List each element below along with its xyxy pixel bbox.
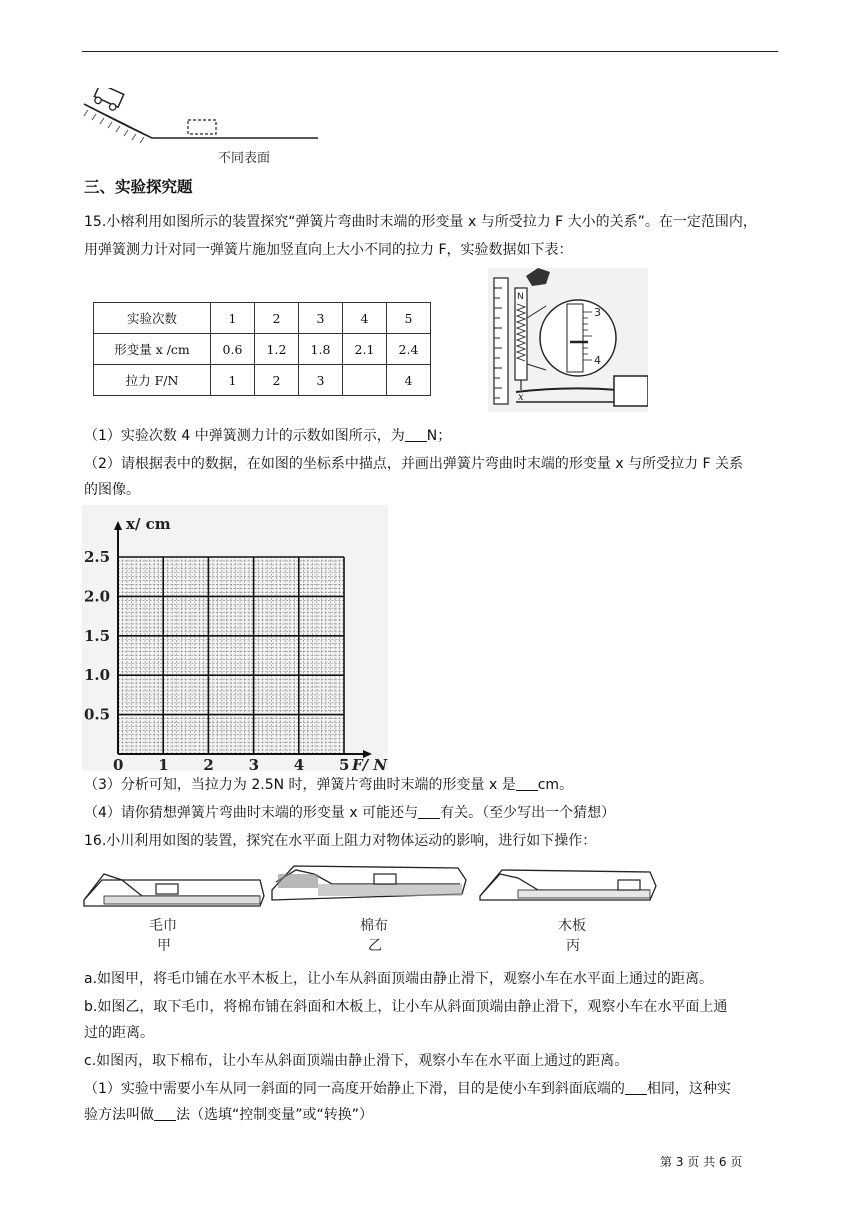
q16-step-b-2: 过的距离。 — [84, 1025, 154, 1041]
q16-sub1-text: （1）实验中需要小车从同一斜面的同一高度开始静止下滑，目的是使小车到斜面底端的 — [84, 1081, 625, 1097]
table-cell: 2 — [255, 303, 299, 334]
table-cell: 2 — [255, 365, 299, 396]
q15-sub3-unit: cm。 — [537, 777, 574, 793]
surface-caption: 不同表面 — [218, 151, 271, 166]
x-tick-label: 5 — [339, 756, 350, 771]
q15-sub1-unit: N； — [426, 428, 452, 444]
table-cell: 3 — [299, 303, 343, 334]
q16-sub1-tail: 相同，这种实 — [646, 1081, 731, 1097]
cart-icon — [92, 88, 124, 112]
table-row — [94, 334, 431, 365]
cart-icon — [156, 884, 178, 894]
row-label: 形变量 x /cm — [94, 334, 211, 365]
q15-sub3 — [84, 773, 573, 797]
panel-cotton — [272, 866, 466, 954]
q16-intro: 16.小川利用如图的装置，探究在水平面上阻力对物体运动的影响，进行如下操作： — [84, 833, 597, 849]
table-cell: 0.6 — [211, 334, 255, 365]
x-tick-label: 0 — [113, 756, 124, 771]
panel-tag: 丙 — [566, 938, 580, 954]
panel-tag: 乙 — [368, 938, 382, 954]
table-cell: 1 — [211, 303, 255, 334]
slope-cart-figure — [82, 88, 326, 168]
q16-step-a: a.如图甲，将毛巾铺在水平木板上，让小车从斜面顶端由静止滑下，观察小车在水平面上通过的距离。 — [84, 971, 714, 987]
header-rule — [82, 51, 778, 52]
table-cell: 1 — [211, 365, 255, 396]
page-footer: 第 3 页 共 6 页 — [660, 1155, 743, 1169]
cart-icon — [374, 874, 396, 884]
table-cell — [343, 365, 387, 396]
q16-sub1-tail2: 法（选填“控制变量”或“转换”） — [176, 1107, 374, 1123]
panel-tag: 甲 — [157, 938, 171, 954]
table-cell: 4 — [387, 365, 431, 396]
x-tick-label: 4 — [293, 756, 305, 771]
cart-icon — [618, 880, 640, 890]
three-surface-figure — [82, 860, 662, 956]
y-axis-arrow — [114, 521, 122, 530]
q15-sub1 — [84, 424, 451, 448]
dashed-cart-outline — [188, 120, 216, 134]
section-title: 三、实验探究题 — [84, 178, 193, 196]
x-axis-label: F/ N — [352, 756, 388, 771]
panel-surface-label: 毛巾 — [149, 918, 177, 934]
row-label: 拉力 F/N — [94, 365, 211, 396]
data-table — [93, 302, 431, 396]
x-tick-label: 2 — [203, 756, 214, 771]
x-mark: x — [518, 392, 524, 403]
q15-intro-1: 15.小榕利用如图所示的装置探究“弹簧片弯曲时末端的形变量 x 与所受拉力 F 大小的关系”。在一定范围内， — [84, 214, 757, 230]
answer-blank[interactable] — [405, 426, 427, 442]
q15-intro-2: 用弹簧测力计对同一弹簧片施加竖直向上大小不同的拉力 F，实验数据如下表： — [84, 242, 573, 258]
table-cell: 2.4 — [387, 334, 431, 365]
table-cell: 3 — [299, 365, 343, 396]
q15-sub2-1: （2）请根据表中的数据，在如图的坐标系中描点，并画出弹簧片弯曲时末端的形变量 x 与所受拉力 F 关系 — [84, 456, 744, 472]
panel-surface-label: 棉布 — [360, 918, 388, 934]
spring-gauge-figure — [488, 268, 648, 412]
q15-sub3-text: （3）分析可知，当拉力为 2.5N 时，弹簧片弯曲时末端的形变量 x 是 — [84, 777, 516, 793]
y-tick-label: 2.0 — [84, 587, 111, 606]
q15-sub1-text: （1）实验次数 4 中弹簧测力计的示数如图所示，为 — [84, 428, 405, 444]
q16-step-b-1: b.如图乙，取下毛巾，将棉布铺在斜面和木板上，让小车从斜面顶端由静止滑下，观察小车在水平面上通 — [84, 999, 728, 1015]
clamp-block — [614, 376, 648, 406]
q16-sub1-line1 — [84, 1077, 731, 1101]
panel-wood — [480, 870, 656, 954]
y-tick-label: 2.5 — [84, 548, 111, 566]
panel-towel — [84, 874, 264, 954]
ruler-icon — [494, 278, 508, 404]
scale-n-mark: N — [517, 292, 524, 302]
gauge-label-bottom: 4 — [594, 354, 601, 367]
y-axis-label: x/ cm — [126, 515, 171, 533]
answer-blank[interactable] — [516, 775, 538, 791]
table-cell: 5 — [387, 303, 431, 334]
y-tick-label: 1.5 — [84, 626, 111, 645]
x-tick-label: 1 — [158, 756, 169, 771]
table-cell: 2.1 — [343, 334, 387, 365]
table-cell: 1.8 — [299, 334, 343, 365]
table-cell: 4 — [343, 303, 387, 334]
q15-sub2-2: 的图像。 — [84, 482, 140, 498]
q15-sub4-text: （4）请你猜想弹簧片弯曲时末端的形变量 x 可能还与 — [84, 805, 419, 821]
panel-surface-label: 木板 — [558, 918, 586, 934]
answer-blank[interactable] — [154, 1105, 176, 1121]
table-cell: 1.2 — [255, 334, 299, 365]
x-tick-label: 3 — [248, 756, 260, 771]
q15-sub4-tail: 有关。（至少写出一个猜想） — [440, 805, 616, 821]
y-tick-label: 0.5 — [84, 705, 111, 724]
gauge-label-top: 3 — [594, 306, 601, 319]
table-row — [94, 303, 431, 334]
y-tick-label: 1.0 — [84, 666, 111, 685]
q16-step-c: c.如图丙，取下棉布，让小车从斜面顶端由静止滑下，观察小车在水平面上通过的距离。 — [84, 1053, 629, 1069]
q15-sub4 — [84, 801, 615, 825]
table-row — [94, 365, 431, 396]
coordinate-grid-chart — [82, 505, 388, 771]
q16-sub1-text2: 验方法叫做 — [84, 1107, 154, 1123]
answer-blank[interactable] — [418, 803, 440, 819]
q16-sub1-line2 — [84, 1103, 373, 1127]
answer-blank[interactable] — [625, 1079, 647, 1095]
row-label: 实验次数 — [94, 303, 211, 334]
